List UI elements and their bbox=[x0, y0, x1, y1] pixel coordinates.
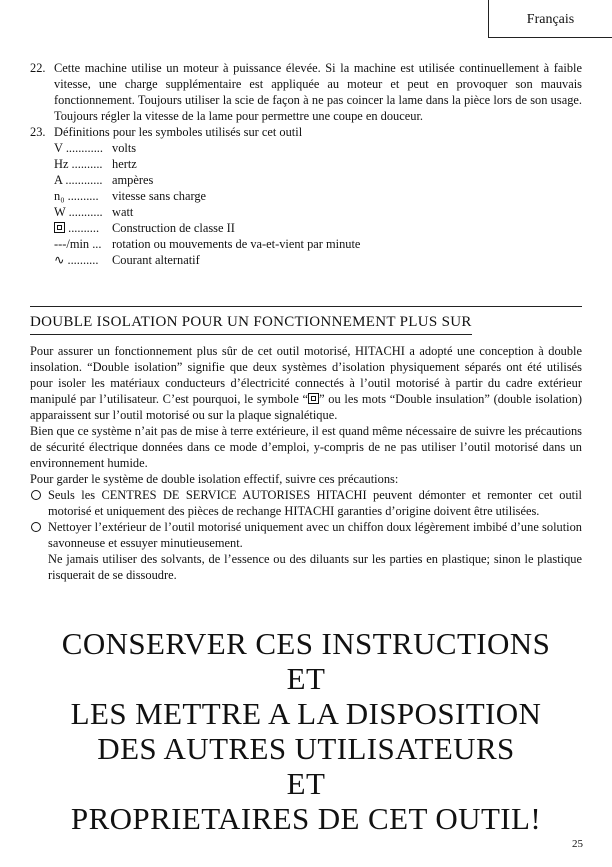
definition-row bbox=[54, 236, 582, 252]
instruction-22 bbox=[30, 60, 582, 124]
symbol-key: W ........... bbox=[54, 205, 103, 219]
closing-line: PROPRIETAIRES DE CET OUTIL! bbox=[70, 801, 542, 836]
definition-row bbox=[54, 252, 582, 268]
symbol-key: ---/min ... bbox=[54, 237, 102, 251]
closing-notice bbox=[0, 626, 612, 836]
closing-line: ET bbox=[286, 661, 326, 696]
circle-bullet-icon bbox=[31, 490, 41, 500]
bullet-item bbox=[30, 519, 582, 583]
definition-row bbox=[54, 204, 582, 220]
symbol-dots: .......... bbox=[65, 221, 100, 235]
circle-bullet-icon bbox=[31, 522, 41, 532]
paragraph: Bien que ce système n’ait pas de mise à terre extérieure, il est quand même nécessaire de suivre les précautions de sécurité électrique données dans ce mode d’emploi, y-compris de ne pas utiliser l’outil motorisé dans un environnement humide. bbox=[30, 424, 582, 470]
symbol-meaning: watt bbox=[112, 205, 134, 219]
closing-line: LES METTRE A LA DISPOSITION bbox=[70, 696, 542, 731]
symbol-meaning: ampères bbox=[112, 173, 154, 187]
instruction-23 bbox=[30, 124, 582, 140]
symbol-meaning: volts bbox=[112, 141, 137, 155]
double-insulation-text bbox=[30, 343, 582, 583]
symbol-meaning: rotation ou mouvements de va-et-vient par minute bbox=[112, 237, 361, 251]
paragraph: Pour garder le système de double isolation effectif, suivre ces précautions: bbox=[30, 472, 399, 486]
bullet-text: Seuls les CENTRES DE SERVICE AUTORISES HITACHI peuvent démonter et remonter cet outil motorisé et uniquement des pièces de rechange HITACHI garanties d’origine doivent être utilisées. bbox=[48, 488, 582, 518]
closing-line: ET bbox=[286, 766, 326, 801]
bullet-text-extra: Ne jamais utiliser des solvants, de l’essence ou des diluants sur les parties en plastique; sinon le plastique risquerait de se dissoudre. bbox=[48, 552, 582, 582]
section-heading: DOUBLE ISOLATION POUR UN FONCTIONNEMENT PLUS SUR bbox=[30, 314, 472, 335]
page-number: 25 bbox=[572, 838, 583, 850]
item-number: 22. bbox=[30, 61, 46, 75]
definition-row bbox=[54, 188, 582, 204]
safety-instructions bbox=[30, 60, 582, 268]
paragraph bbox=[30, 343, 582, 423]
definition-row bbox=[54, 172, 582, 188]
language-label: Français bbox=[526, 12, 575, 27]
language-tab bbox=[488, 0, 612, 38]
bullet-item bbox=[30, 487, 582, 519]
symbol-meaning: Construction de classe II bbox=[112, 221, 235, 235]
paragraph-text: Pour assurer un fonctionnement plus sûr de cet outil motorisé, HITACHI a adopté une conception à double insolation. “Double isolation” signifie que deux systèmes d’isolation physiquement séparés ont été utilisés pour isoler les matériaux conducteurs d’électricité connectés à l’outil motorisé à partir du cadre extérieur manipulé par l’utilisateur. C’est pourquoi, le symbole “ bbox=[30, 344, 582, 406]
double-insulation-icon bbox=[54, 222, 65, 233]
item-text: Cette machine utilise un moteur à puissance élevée. Si la machine est utilisée continuellement à faible vitesse, une charge supplémentaire est appliquée au moteur et peut en provoquer son mauvais fonctionnement. Toujours utiliser la scie de façon à ne pas coincer la lame dans la pièce lors de son usage. Toujours régler la vitesse de la lame pour permettre une coupe en douceur. bbox=[54, 61, 582, 123]
double-insulation-icon bbox=[308, 393, 319, 404]
definition-row bbox=[54, 156, 582, 172]
symbol-meaning: Courant alternatif bbox=[112, 253, 200, 267]
symbol-key: V ............ bbox=[54, 141, 103, 155]
symbol-meaning: hertz bbox=[112, 157, 137, 171]
symbol-key: A ............ bbox=[54, 173, 103, 187]
symbol-meaning: vitesse sans charge bbox=[112, 189, 207, 203]
symbol-key: ∿ .......... bbox=[54, 253, 99, 267]
closing-line: DES AUTRES UTILISATEURS bbox=[97, 731, 515, 766]
paragraph-text: ” ou les mots “Double insulation” (double isolation) apparaissent sur l’outil motorisé ou sur la plaque signalétique. bbox=[30, 392, 582, 422]
definition-row bbox=[54, 220, 582, 236]
symbol-key bbox=[54, 220, 112, 236]
closing-line: CONSERVER CES INSTRUCTIONS bbox=[61, 626, 551, 661]
section-divider bbox=[30, 306, 582, 307]
item-intro: Définitions pour les symboles utilisés sur cet outil bbox=[54, 125, 303, 139]
symbol-key: n₀ .......... bbox=[54, 189, 99, 203]
symbol-definitions bbox=[54, 140, 582, 268]
item-number: 23. bbox=[30, 125, 46, 139]
bullet-text: Nettoyer l’extérieur de l’outil motorisé uniquement avec un chiffon doux légèrement imbibé d’une solution savonneuse et essuyer minutieusement. bbox=[48, 520, 582, 550]
definition-row bbox=[54, 140, 582, 156]
symbol-key: Hz .......... bbox=[54, 157, 103, 171]
